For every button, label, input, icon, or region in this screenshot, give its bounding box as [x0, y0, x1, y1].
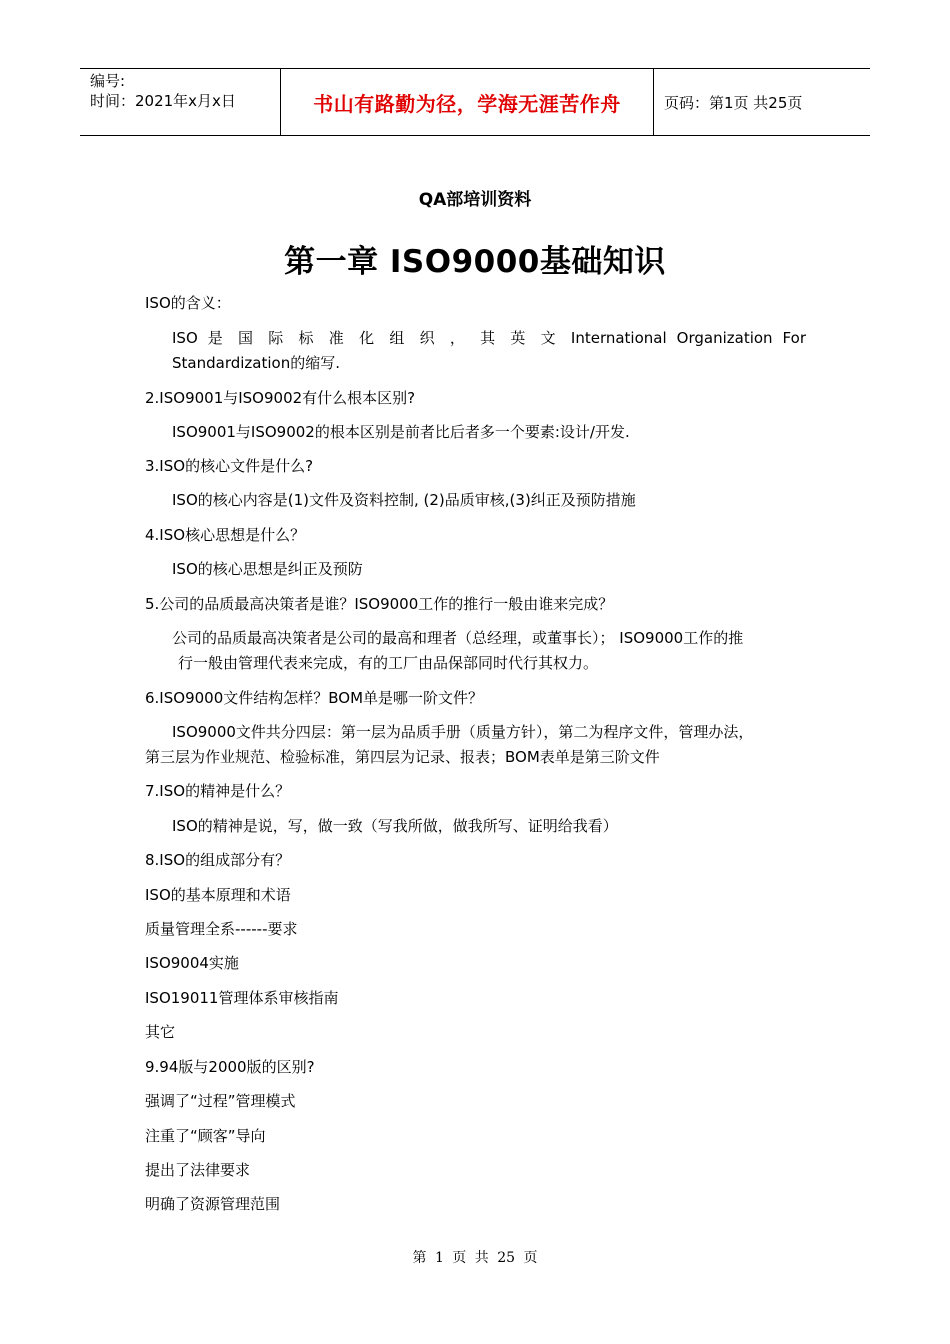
body-line: Standardization的缩写.	[172, 354, 340, 372]
body-line: ISO9000文件共分四层：第一层为品质手册（质量方针），第二为程序文件，管理办法，	[172, 723, 754, 741]
body-line: 质量管理全系------要求	[145, 920, 298, 938]
body-line: 6.ISO9000文件结构怎样？BOM单是哪一阶文件？	[145, 689, 484, 707]
header-page-info: 页码：第1页 共25页	[664, 93, 803, 112]
body-line: 第三层为作业规范、检验标准，第四层为记录、报表；BOM表单是第三阶文件	[145, 748, 660, 766]
body-line: ISO的核心内容是(1)文件及资料控制, (2)品质审核,(3)纠正及预防措施	[172, 491, 636, 509]
body-line: 7.ISO的精神是什么？	[145, 782, 291, 800]
body-line: ISO的含义：	[145, 294, 231, 312]
document-title: QA部培训资料	[418, 190, 532, 210]
body-line: 其它	[145, 1023, 176, 1041]
time-label: 时间：2021年x月x日	[90, 92, 236, 110]
body-line: 提出了法律要求	[145, 1161, 251, 1179]
body-line: 4.ISO核心思想是什么？	[145, 526, 306, 544]
body-line: 明确了资源管理范围	[145, 1195, 281, 1213]
page-footer: 第 1 页 共 25 页	[412, 1250, 538, 1266]
body-line: 行一般由管理代表来完成，有的工厂由品保部同时代行其权力。	[178, 654, 599, 672]
body-line: 注重了“顾客”导向	[145, 1127, 266, 1145]
body-line: 8.ISO的组成部分有？	[145, 851, 291, 869]
body-line: ISO9001与ISO9002的根本区别是前者比后者多一个要素:设计/开发.	[172, 423, 630, 441]
body-line: 5.公司的品质最高决策者是谁？ISO9000工作的推行一般由谁来完成？	[145, 595, 614, 613]
body-line: 2.ISO9001与ISO9002有什么根本区别?	[145, 389, 416, 407]
motto: 书山有路勤为径，学海无涯苦作舟	[313, 91, 621, 116]
body-line: ISO的精神是说，写，做一致（写我所做，做我所写、证明给我看）	[172, 817, 618, 835]
chapter-title: 第一章 ISO9000基础知识	[284, 244, 666, 280]
body-line: ISO的基本原理和术语	[145, 886, 291, 904]
body-line: 强调了“过程”管理模式	[145, 1092, 296, 1110]
body-line: 公司的品质最高决策者是公司的最高和理者（总经理，或董事长）； ISO9000工作的推	[172, 629, 744, 647]
body-line: ISO的核心思想是纠正及预防	[172, 560, 363, 578]
body-line: 3.ISO的核心文件是什么?	[145, 457, 314, 475]
body-line: ISO19011管理体系审核指南	[145, 989, 339, 1007]
body-line: ISO9004实施	[145, 954, 239, 972]
number-label: 编号:	[90, 72, 126, 90]
body-line: 9.94版与2000版的区别?	[145, 1058, 315, 1076]
body-line: ISO 是 国 际 标 准 化 组 织 ， 其 英 文 International Organization For	[172, 329, 806, 347]
